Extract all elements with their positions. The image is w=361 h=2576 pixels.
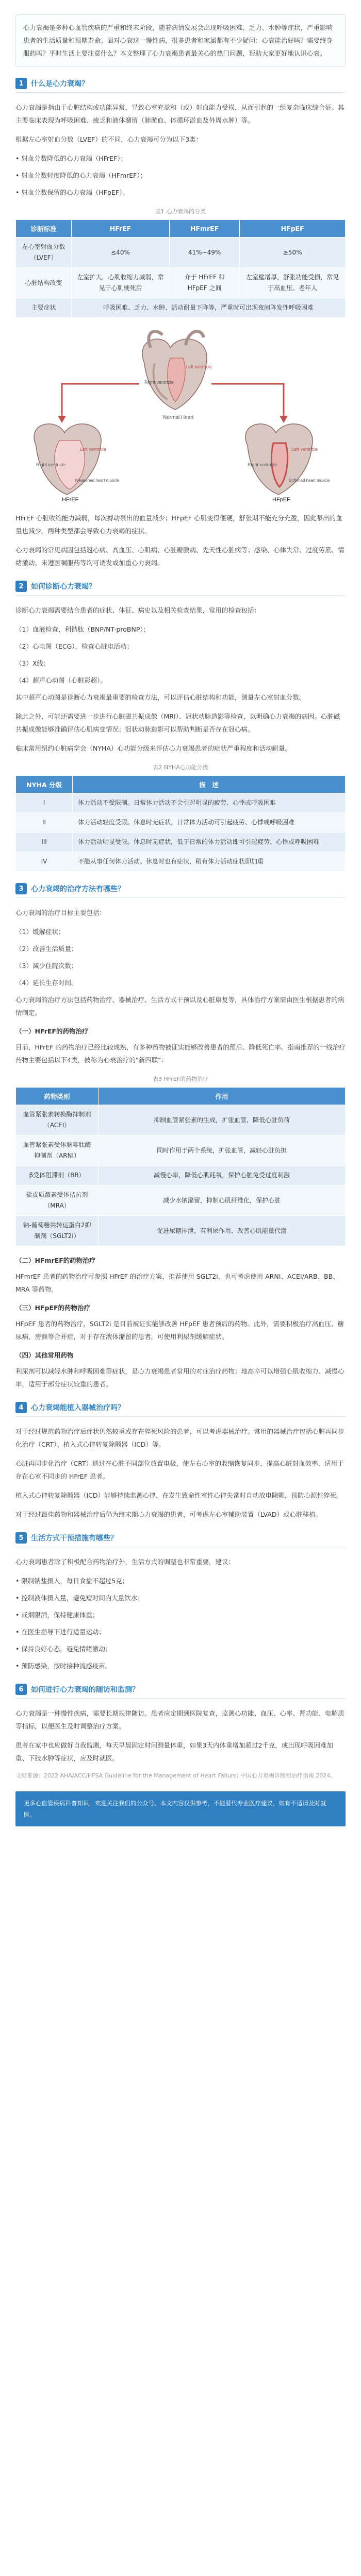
- normal-heart-label: Normal Heart: [163, 415, 194, 420]
- intro-box: [15, 14, 346, 66]
- list-item: （3）X线；: [15, 659, 50, 667]
- section-title: 生活方式干预措施有哪些？: [31, 1534, 118, 1543]
- check-list: [15, 623, 346, 687]
- section-header-5: [15, 1532, 346, 1547]
- table-cell: 不能从事任何体力活动。休息时也有症状，稍有体力活动症状即加重: [73, 852, 346, 872]
- paragraph: 利尿剂可以减轻水肿和呼吸困难等症状，是心力衰竭患者常用的对症治疗药物；地高辛可以增强心肌收缩力、减慢心率，适用于部分症状较重的患者。: [15, 1367, 344, 1388]
- list-item: • 预防感染，按时接种流感疫苗。: [15, 1662, 112, 1670]
- table-cell: 促进尿糖排泄，有利尿作用，改善心肌能量代谢: [99, 1216, 346, 1246]
- table-cell: ≤40%: [72, 238, 170, 268]
- table-cell: β受体阻滞剂（BB）: [16, 1166, 99, 1185]
- paragraph: 心力衰竭是指由于心脏结构或功能异常，导致心室充盈和（或）射血能力受损，从而引起的一组复杂临床综合征。其主要临床表现为呼吸困难、疲乏和液体潴留（肺淤血、体循环淤血及外周水肿）等。: [15, 104, 344, 124]
- lifestyle-list: [15, 1574, 346, 1672]
- list-item: （3）减少住院次数；: [15, 962, 78, 970]
- svg-text:Left ventricle: Left ventricle: [80, 447, 107, 452]
- table-cell: 呼吸困难、乏力、水肿、活动耐量下降等，严重时可出现夜间阵发性呼吸困难: [72, 298, 346, 318]
- paragraph: HFmrEF 患者的药物治疗可参照 HFrEF 的治疗方案，推荐使用 SGLT2i，也可考虑使用 ARNI、ACEI/ARB、BB、MRA 等药物。: [15, 1273, 339, 1293]
- table-cell: 同时作用于两个系统，扩张血管，减轻心脏负担: [99, 1136, 346, 1166]
- list-item: • 限制钠盐摄入，每日食盐不超过5克；: [15, 1577, 129, 1585]
- table-cell: 盐皮质激素受体拮抗剂（MRA）: [16, 1185, 99, 1216]
- subheading: （三）HFpEF的药物治疗: [15, 1304, 91, 1312]
- section-header-2: [15, 581, 346, 596]
- paragraph: 根据左心室射血分数（LVEF）的不同，心力衰竭可分为以下3类：: [15, 135, 203, 143]
- list-item: • 控制液体摄入量，避免短时间内大量饮水；: [15, 1594, 144, 1602]
- stiffened-muscle-label: Stiffened heart muscle: [289, 478, 330, 483]
- paragraph: HFpEF 患者的药物治疗，SGLT2i 是目前被证实能够改善 HFpEF 患者预后的药物。此外，需要积极治疗高血压、糖尿病、房颤等合并症，对于存在液体潴留的患者，可使用利尿剂缓解症状。: [15, 1320, 344, 1341]
- table-cell: 心脏结构改变: [16, 268, 72, 298]
- svg-text:Right ventricle: Right ventricle: [248, 462, 277, 467]
- paragraph: 心力衰竭的常见病因包括冠心病、高血压、心肌病、心脏瓣膜病、先天性心脏病等；感染、心律失常、过度劳累、情绪激动、未遵医嘱服药等均可诱发或加重心力衰竭。: [15, 546, 344, 567]
- section-header-1: [15, 78, 346, 93]
- table-cell: IV: [16, 852, 73, 872]
- list-item: • 射血分数保留的心力衰竭（HFpEF）。: [15, 189, 129, 196]
- table-cell: 体力活动明显受限。休息时无症状，低于日常的体力活动即可引起疲劳、心悸或呼吸困难: [73, 833, 346, 852]
- table-row: [16, 852, 346, 872]
- table-header-row: [16, 776, 346, 793]
- section-title: 心力衰竭能植入器械治疗吗？: [31, 1404, 125, 1412]
- list-item: • 戒烟限酒，保持健康体重；: [15, 1611, 99, 1619]
- table-row: [16, 1216, 346, 1246]
- table-header: 诊断标准: [16, 220, 72, 238]
- paragraph: 诊断心力衰竭需要结合患者的症状、体征、病史以及相关检查结果，常用的检查包括：: [15, 606, 261, 614]
- section-header-4: [15, 1402, 346, 1417]
- section-number: 6: [15, 1684, 27, 1695]
- table-cell: 41%~49%: [170, 238, 240, 268]
- table-header: NYHA 分级: [16, 776, 73, 793]
- goal-list: [15, 925, 346, 989]
- table-cell: 介于 HFrEF 和 HFpEF 之间: [170, 268, 240, 298]
- table-header: HFmrEF: [170, 220, 240, 238]
- normal-heart-image: [142, 331, 212, 420]
- paragraph: 心脏再同步化治疗（CRT）通过在心脏不同部位放置电极，使左右心室的收缩恢复同步，提高心脏射血效率，适用于存在心室不同步的 HFrEF 患者。: [15, 1460, 344, 1480]
- table-cell: 左室壁增厚，舒张功能受损，常见于高血压、老年人: [240, 268, 346, 298]
- arrow-left-icon: [62, 384, 139, 417]
- table-cell: 体力活动不受限制。日常体力活动不会引起明显的疲劳、心悸或呼吸困难: [73, 793, 346, 813]
- table-cell: III: [16, 833, 73, 852]
- section-header-6: [15, 1684, 346, 1699]
- table-header: 描 述: [73, 776, 346, 793]
- list-item: （4）超声心动图（心脏彩超）。: [15, 676, 107, 684]
- hfpef-label: HFpEF: [272, 497, 290, 502]
- subheading: （二）HFmrEF的药物治疗: [15, 1257, 96, 1264]
- table-caption: 表1 心力衰竭的分类: [155, 208, 206, 215]
- hfpef-heart-image: [245, 424, 330, 502]
- paragraph: 其中超声心动图是诊断心力衰竭最重要的检查方法，可以评估心脏结构和功能，测量左心室射血分数。: [15, 693, 306, 701]
- svg-text:Right ventricle: Right ventricle: [36, 462, 66, 467]
- promo-banner: 更多心血管疾病科普知识，欢迎关注我们的公众号。本文内容仅供参考，不能替代专业医疗建议，如有不适请及时就医。: [15, 1791, 346, 1826]
- table-cell: 减少水钠潴留，抑制心肌纤维化，保护心脏: [99, 1185, 346, 1216]
- section-number: 1: [15, 78, 27, 89]
- section-title: 如何诊断心力衰竭？: [31, 583, 96, 591]
- table-cell: ≥50%: [240, 238, 346, 268]
- hfref-label: HFrEF: [62, 497, 79, 502]
- table-cell: 抑制血管紧张素的生成，扩张血管，降低心脏负荷: [99, 1105, 346, 1136]
- table-header: HFrEF: [72, 220, 170, 238]
- svg-text:Left ventricle: Left ventricle: [291, 447, 318, 452]
- hfref-heart-image: [34, 424, 120, 502]
- paragraph: 目前，HFrEF 的药物治疗已经比较成熟，有多种药物被证实能够改善患者的预后、降低死亡率。指南推荐的一线治疗药物主要包括以下4类，被称为心衰治疗的"新四联"：: [15, 1043, 346, 1064]
- paragraph: 心力衰竭的治疗方法包括药物治疗、器械治疗、生活方式干预以及心脏康复等，具体治疗方案需由医生根据患者的病情制定。: [15, 996, 344, 1016]
- paragraph: HFrEF 心脏收缩能力减弱，每次搏动泵出的血量减少；HFpEF 心肌变得僵硬，舒张期不能充分充盈，因此泵出的血量也减少。两种类型都会导致心力衰竭的症状。: [15, 514, 342, 535]
- hf-classification-table: [15, 219, 346, 318]
- table-row: [16, 238, 346, 268]
- list-item: • 保持良好心态，避免情绪激动；: [15, 1645, 112, 1653]
- list-item: （1）血液检查，利钠肽（BNP/NT-proBNP）；: [15, 625, 150, 633]
- arrow-left-head-icon: [58, 416, 66, 423]
- table-caption: 表3 HFrEF的药物治疗: [152, 1076, 209, 1082]
- table-row: [16, 1136, 346, 1166]
- section-number: 5: [15, 1532, 27, 1544]
- table-row: [16, 268, 346, 298]
- section-number: 2: [15, 581, 27, 592]
- table-row: [16, 793, 346, 813]
- section-number: 4: [15, 1402, 27, 1413]
- list-item: （1）缓解症状；: [15, 928, 65, 936]
- list-item: （4）延长生存时间。: [15, 979, 78, 987]
- nyha-table: [15, 775, 346, 872]
- section-number: 3: [15, 883, 27, 894]
- weakened-muscle-label: Weakened heart muscle: [75, 478, 120, 483]
- section-title: 什么是心力衰竭？: [31, 80, 89, 88]
- table-header-row: [16, 1088, 346, 1105]
- table-row: [16, 298, 346, 318]
- table-row: [16, 1185, 346, 1216]
- table-cell: 左室扩大，心肌收缩力减弱，常见于心肌梗死后: [72, 268, 170, 298]
- drug-table: [15, 1087, 346, 1246]
- table-cell: 血管紧张素受体脑啡肽酶抑制剂（ARNI）: [16, 1136, 99, 1166]
- reference-footnote: 文献来源：2022 AHA/ACC/HFSA Guideline for the Management of Heart Failure; 中国心力衰竭诊断和治疗指南 2024。: [15, 1772, 336, 1779]
- intro-text: 心力衰竭是多种心血管疾病的严重和终末阶段，随着病情发展会出现呼吸困难、乏力、水肿等症状，严重影响患者的生活质量和预期寿命。面对心衰这一慢性病，很多患者和家属都有不少疑问：心衰能治好吗？需要终身服药吗？平时生活上要注意什么？本文整理了心力衰竭患者最关心的热门问题，帮助大家更好地认识心衰。: [23, 24, 333, 57]
- list-item: （2）改善生活质量；: [15, 945, 78, 953]
- table-caption: 表2 NYHA心功能分级: [153, 764, 208, 771]
- paragraph: 临床常用纽约心脏病学会（NYHA）心功能分级来评估心力衰竭患者的症状严重程度和活动耐量。: [15, 744, 291, 752]
- heart-illustration: [15, 327, 346, 502]
- table-cell: 左心室射血分数（LVEF）: [16, 238, 72, 268]
- table-cell: 血管紧张素转换酶抑制剂（ACEI）: [16, 1105, 99, 1136]
- table-cell: 主要症状: [16, 298, 72, 318]
- arrow-right-head-icon: [280, 416, 288, 423]
- table-cell: I: [16, 793, 73, 813]
- section-title: 如何进行心力衰竭的随访和监测？: [31, 1686, 139, 1694]
- table-row: [16, 1166, 346, 1185]
- list-item: • 在医生指导下进行适量运动；: [15, 1628, 105, 1636]
- table-cell: 体力活动轻度受限。休息时无症状，日常体力活动可引起疲劳、心悸或呼吸困难: [73, 813, 346, 833]
- table-row: [16, 833, 346, 852]
- table-header: HFpEF: [240, 220, 346, 238]
- section-header-3: [15, 883, 346, 898]
- table-row: [16, 813, 346, 833]
- paragraph: 心力衰竭是一种慢性疾病，需要长期规律随访。患者应定期到医院复查，监测心功能、血压、心率、肾功能、电解质等指标，以便医生及时调整治疗方案。: [15, 1709, 344, 1730]
- paragraph: 心力衰竭患者除了积极配合药物治疗外，生活方式的调整也非常重要，建议：: [15, 1558, 235, 1566]
- table-cell: 钠-葡萄糖共转运蛋白2抑制剂（SGLT2i）: [16, 1216, 99, 1246]
- paragraph: 植入式心律转复除颤器（ICD）能够持续监测心律，在发生致命性室性心律失常时自动放电除颤，预防心源性猝死。: [15, 1492, 343, 1499]
- list-item: • 射血分数降低的心力衰竭（HFrEF）；: [15, 155, 127, 162]
- section-title: 心力衰竭的治疗方法有哪些？: [31, 885, 125, 893]
- paragraph: 除此之外，可能还需要进一步进行心脏磁共振成像（MRI）、冠状动脉造影等检查，以明确心力衰竭的病因。心脏磁共振成像能够准确评估心肌病变情况；冠状动脉造影可以帮助判断是否存在冠心病。: [15, 713, 340, 733]
- paragraph: 患者在家中也应做好自我监测，每天早晨固定时间测量体重，如果3天内体重增加超过2千克，或出现呼吸困难加重、下肢水肿等症状，应及时就医。: [15, 1741, 333, 1762]
- paragraph: 对于经过规范药物治疗后症状仍然较重或存在猝死风险的患者，可以考虑器械治疗。常用的器械治疗包括心脏再同步化治疗（CRT）、植入式心律转复除颤器（ICD）等。: [15, 1428, 344, 1448]
- paragraph: 对于经过最佳药物和器械治疗后仍为终末期心力衰竭的患者，可考虑左心室辅助装置（LVAD）或心脏移植。: [15, 1511, 322, 1518]
- left-ventricle-label: Left ventricle: [186, 364, 212, 369]
- table-cell: 减慢心率，降低心肌耗氧，保护心脏免受过度刺激: [99, 1166, 346, 1185]
- right-ventricle-label: Right ventricle: [144, 380, 174, 385]
- table-row: [16, 1105, 346, 1136]
- hf-type-list: [15, 152, 346, 199]
- arrow-right-icon: [211, 384, 284, 417]
- paragraph: 心力衰竭的治疗目标主要包括：: [15, 909, 106, 917]
- subheading: （一）HFrEF的药物治疗: [15, 1027, 89, 1035]
- subheading: （四）其他常用药物: [15, 1351, 74, 1359]
- table-header: 作用: [99, 1088, 346, 1105]
- table-header: 药物类别: [16, 1088, 99, 1105]
- table-cell: II: [16, 813, 73, 833]
- heart-diagram: [15, 327, 346, 502]
- list-item: （2）心电图（ECG），检查心脏电活动；: [15, 642, 134, 650]
- table-header-row: [16, 220, 346, 238]
- list-item: • 射血分数轻度降低的心力衰竭（HFmrEF）；: [15, 172, 147, 179]
